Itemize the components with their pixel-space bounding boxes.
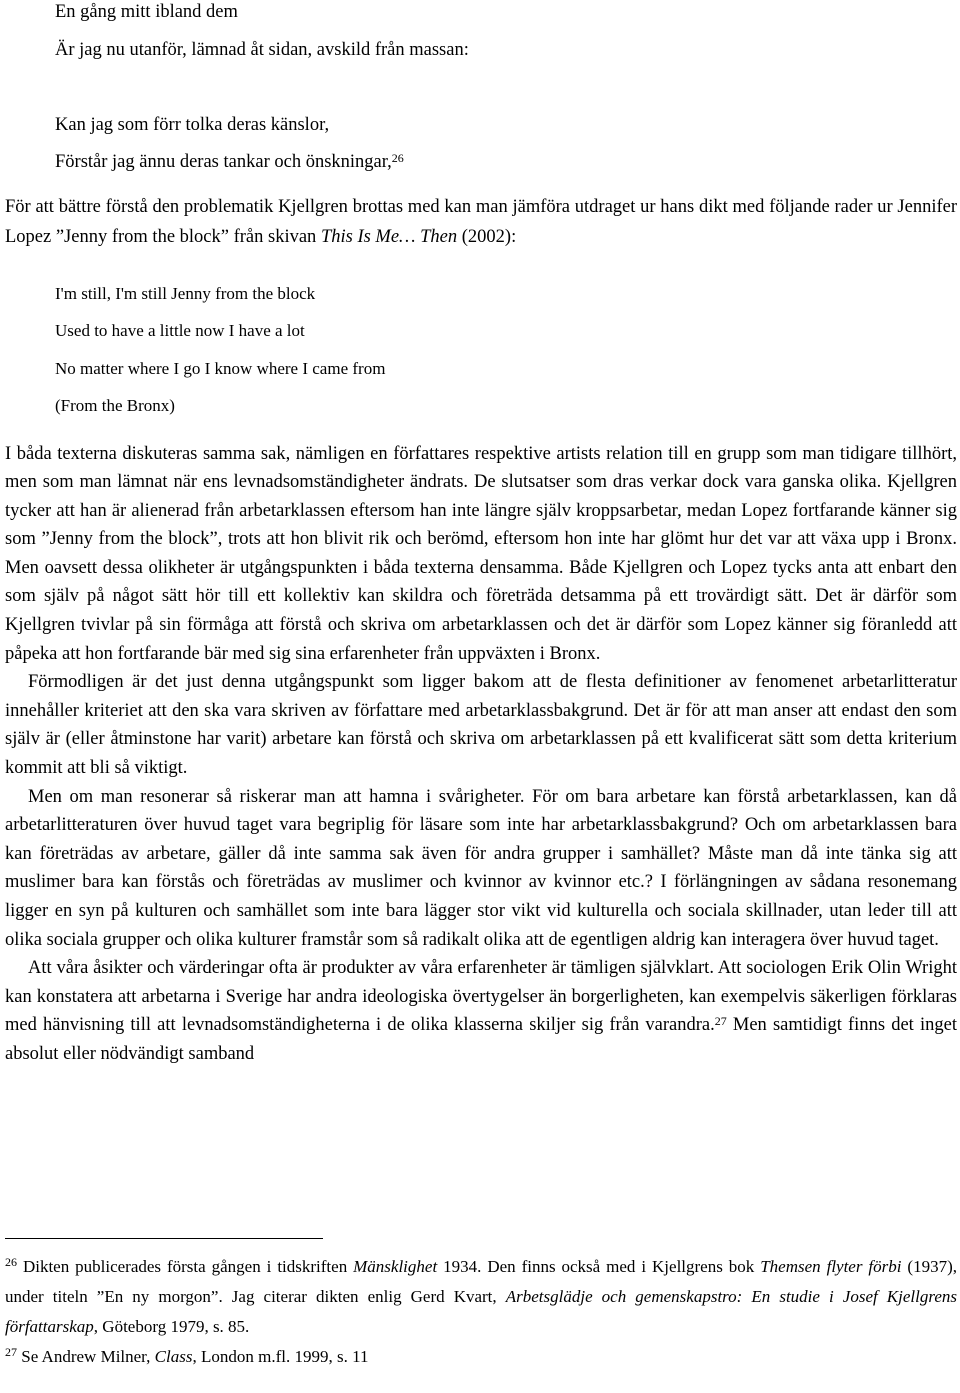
document-page (5, 0, 957, 1069)
footnote-text: , London m.fl. 1999, s. 11 (192, 1347, 369, 1366)
book-title: Class (154, 1347, 193, 1366)
footnote-text: (1937), under titeln ”En ny morgon”. Jag citerar dikten enlig Gerd Kvart, (5, 1257, 957, 1306)
lyric-line: Used to have a little now I have a lot (55, 321, 305, 340)
poem-line (55, 150, 957, 188)
poem-line-text: Förstår jag ännu deras tankar och önskningar, (55, 152, 392, 172)
paragraph-text: Att våra åsikter och värderingar ofta är produkter av våra erfarenheter är tämligen självklart. Att sociologen Erik Olin Wright kan konstatera att arbetarna i Sverige har andra ideologiska övertygelser än borgerligheten, kan exempelvis säkerligen förklaras med hänvisning till att levnadsomständigheterna i de olika klasserna skiljer sig från varandra. (5, 958, 957, 1036)
body-text (5, 440, 957, 1069)
intro-text: (2002): (457, 226, 517, 247)
body-paragraph: I båda texterna diskuteras samma sak, nämligen en författares respektive artists relation till en grupp som man tidigare tillhört, men som man lämnat när ens levnadsomständigheter ändrats. De slutsatser som dras verkar dock vara ganska olika. Kjellgren tycker att han är alienerad från arbetarklassen eftersom han inte längre själv kroppsarbetar, medan Lopez fortfarande känner sig som ”Jenny from the block”, trots att hon blivit rik och berömd, eftersom hon inte har glömt hur det var att växa upp i Bronx. Men oavsett dessa olikheter är utgångspunkten i båda texterna densamma. Både Kjellgren och Lopez tycks anta att enbart den som själv på något sätt hör till ett kollektiv kan skildra och företräda detsamma på ett trovärdigt sätt. Det är därför som Kjellgren tvivlar på sin förmåga att förstå och skriva om arbetarklassen och det är därför som Lopez känner sig föranledd att påpeka att hon fortfarande bär med sig sina erfarenheter från uppväxten i Bronx. (5, 443, 957, 664)
body-paragraph (5, 954, 957, 1068)
lyrics-block (55, 282, 957, 432)
body-paragraph: Förmodligen är det just denna utgångspunkt som ligger bakom att de flesta definitioner av fenomenet arbetarlitteratur innehåller kriteriet att den ska vara skriven av författare med arbetarklassbakgrund. Det är för att man anser att endast den som själv är (eller åtminstone har varit) arbetare kan förstå och skriva om arbetarklassen på ett kvalificerat sätt som detta kriterium kommit att bli så viktigt. (5, 672, 957, 779)
body-paragraph: Men om man resonerar så riskerar man att hamna i svårigheter. För om bara arbetare kan förstå arbetarklassen, kan då arbetarlitteraturen över huvud taget vara begriplig för läsare som inte har arbetarklassbakgrund? Och om arbetarklassen bara kan företrädas av arbetare, gäller då inte samma sak även för andra grupper i samhället? Måste man då inte tänka sig att muslimer bara kan förstås och företrädas av muslimer och kvinnor av kvinnor etc.? I förlängningen av sådana resonemang ligger en syn på kulturen och samhället som inte bara lägger stor vikt vid kulturella och sociala skillnader, utan leder till att olika sociala grupper och olika kulturer framstår som så radikalt olika att de egentligen aldrig kan interagera över huvud taget. (5, 786, 957, 950)
footnotes (5, 1252, 957, 1372)
poem-line: Är jag nu utanför, lämnad åt sidan, avskild från massan: (55, 39, 469, 60)
footnote-27 (5, 1342, 957, 1372)
footnote-number: 27 (5, 1345, 17, 1359)
poem-line: En gång mitt ibland dem (55, 2, 238, 22)
footnote-text: Se Andrew Milner, (17, 1347, 155, 1366)
footnote-ref-27[interactable]: 27 (714, 1014, 727, 1029)
footnote-26 (5, 1252, 957, 1342)
footnote-text: Dikten publicerades första gången i tidskriften (17, 1257, 354, 1276)
lyric-line: No matter where I go I know where I came from (55, 358, 386, 378)
footnote-separator (5, 1238, 323, 1239)
stanza-break (55, 75, 957, 113)
poem-block (55, 0, 957, 188)
intro-paragraph (5, 192, 957, 252)
intro-text: För att bättre förstå den problematik Kjellgren brottas med kan man jämföra utdraget ur hans dikt med följande rader ur Jennifer Lopez ”Jenny from the block” från skivan (5, 196, 957, 247)
book-title: Themsen flyter förbi (760, 1257, 902, 1276)
lyric-line: I'm still, I'm still Jenny from the block (55, 283, 316, 303)
source-title: Arbetsglädje och gemenskapstro: En studie i Josef Kjellgrens författarskap (5, 1287, 958, 1336)
paragraph-text: Men samtidigt finns det inget absolut eller nödvändigt samband (5, 1015, 957, 1064)
lyric-line: (From the Bronx) (55, 396, 175, 415)
footnote-text: , Göteborg 1979, s. 85. (93, 1317, 250, 1336)
journal-title: Mänsklighet (353, 1257, 438, 1276)
footnote-number: 26 (5, 1255, 17, 1269)
poem-line: Kan jag som förr tolka deras känslor, (55, 114, 330, 135)
album-title: This Is Me… Then (320, 226, 458, 247)
footnote-ref-26[interactable]: 26 (391, 151, 404, 165)
footnote-text: 1934. Den finns också med i Kjellgrens bok (437, 1257, 761, 1276)
